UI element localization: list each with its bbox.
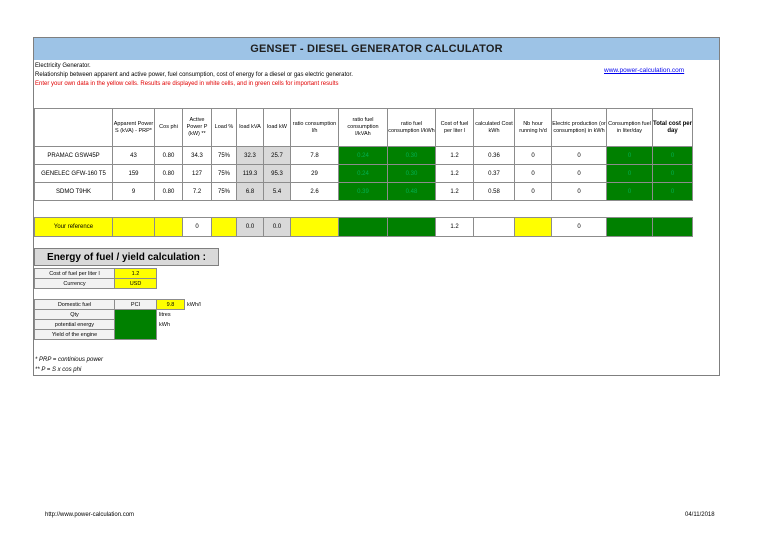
table-cell: 0.24 — [339, 165, 388, 183]
reference-input[interactable] — [291, 218, 339, 237]
table-cell: 0.30 — [388, 147, 436, 165]
table-cell[interactable]: 1.2 — [436, 165, 474, 183]
header-cell: calculated Cost kWh — [474, 109, 515, 147]
table-cell: 0.30 — [388, 165, 436, 183]
header-cell: Electric production (or consumption) in kWh — [552, 109, 607, 147]
table-cell: 0 — [607, 165, 653, 183]
reference-cell — [474, 218, 515, 237]
domestic-fuel-label: Domestic fuel — [35, 300, 115, 310]
table-cell[interactable]: 9 — [113, 183, 155, 201]
potential-energy-label: potential energy — [35, 320, 115, 330]
table-cell: 0 — [653, 165, 693, 183]
footer-url: http://www.power-calculation.com — [45, 512, 135, 518]
table-row — [35, 147, 693, 165]
engine-yield-label: Yield of the engine — [35, 330, 115, 340]
table-cell: 0.37 — [474, 165, 515, 183]
table-cell: 119.3 — [237, 165, 264, 183]
header-cell: Consumption fuel in liter/day — [607, 109, 653, 147]
reference-cell — [653, 218, 693, 237]
header-cell: Cost of fuel per liter l — [436, 109, 474, 147]
table-cell: 0 — [607, 147, 653, 165]
footnote-prp: * PRP = continious power — [35, 357, 103, 363]
reference-cell: 0 — [552, 218, 607, 237]
pci-label: PCI — [115, 300, 157, 310]
header-cell: Cos phi — [155, 109, 183, 147]
table-cell[interactable]: 1.2 — [436, 147, 474, 165]
table-cell[interactable]: 29 — [291, 165, 339, 183]
website-link[interactable]: www.power-calculation.com — [604, 67, 685, 74]
table-cell: 6.8 — [237, 183, 264, 201]
table-cell: 0.36 — [474, 147, 515, 165]
table-cell[interactable]: 7.2 — [183, 183, 212, 201]
qty-label: Qty — [35, 310, 115, 320]
table-cell[interactable]: 34.3 — [183, 147, 212, 165]
table-cell[interactable]: 75% — [212, 183, 237, 201]
table-cell[interactable]: 159 — [113, 165, 155, 183]
reference-row — [35, 218, 693, 237]
fuel-cost-label: Cost of fuel per liter l — [35, 269, 115, 279]
reference-input[interactable] — [113, 218, 155, 237]
generator-name: GENELEC GFW-160 T5 — [35, 165, 113, 183]
table-cell[interactable]: 75% — [212, 165, 237, 183]
table-cell: 5.4 — [264, 183, 291, 201]
qty-unit: litres — [159, 311, 171, 318]
table-cell[interactable]: 0.80 — [155, 183, 183, 201]
table-cell: 0 — [552, 183, 607, 201]
table-cell[interactable]: 0 — [515, 183, 552, 201]
table-cell: 0.24 — [339, 147, 388, 165]
header-cell: ratio consumption l/h — [291, 109, 339, 147]
pci-input[interactable]: 9.8 — [157, 300, 185, 310]
currency-input[interactable]: USD — [115, 279, 157, 289]
generator-name: SDMO T9HK — [35, 183, 113, 201]
table-cell: 0 — [653, 147, 693, 165]
table-header-row — [35, 109, 693, 147]
header-cell: ratio fuel consumption l/kWh — [388, 109, 436, 147]
table-cell[interactable]: 0 — [515, 147, 552, 165]
header-cell: Total cost per day — [653, 109, 693, 147]
table-cell[interactable]: 0.80 — [155, 147, 183, 165]
table-cell: 0 — [607, 183, 653, 201]
pci-unit: kWh/l — [187, 301, 201, 308]
table-cell: 32.3 — [237, 147, 264, 165]
table-cell: 25.7 — [264, 147, 291, 165]
header-cell: Nb hour running h/d — [515, 109, 552, 147]
footnote-power: ** P = S x cos phi — [35, 367, 82, 373]
table-cell[interactable]: 7.8 — [291, 147, 339, 165]
table-cell[interactable]: 0.80 — [155, 165, 183, 183]
header-cell — [35, 109, 113, 147]
generator-name: PRAMAC GSW45P — [35, 147, 113, 165]
table-cell[interactable]: 75% — [212, 147, 237, 165]
table-cell: 0.48 — [388, 183, 436, 201]
reference-cell — [607, 218, 653, 237]
header-cell: ratio fuel consumption l/kVAh — [339, 109, 388, 147]
header-cell: Active Power P (kW) ** — [183, 109, 212, 147]
reference-cell: 0.0 — [264, 218, 291, 237]
footer-date: 04/11/2018 — [685, 512, 715, 518]
spacer-row — [35, 201, 693, 218]
reference-cell — [339, 218, 388, 237]
fuel-cost-input[interactable]: 1.2 — [115, 269, 157, 279]
table-cell: 0 — [552, 165, 607, 183]
reference-cell: 0 — [183, 218, 212, 237]
energy-table — [34, 268, 220, 340]
yield-result-cell — [115, 310, 157, 340]
table-cell[interactable]: 2.6 — [291, 183, 339, 201]
table-cell: 0.39 — [339, 183, 388, 201]
currency-label: Currency — [35, 279, 115, 289]
table-cell: 0 — [552, 147, 607, 165]
table-cell[interactable]: 43 — [113, 147, 155, 165]
instructions-line: Enter your own data in the yellow cells. Results are displayed in white cells, and in green cells for important results — [35, 81, 339, 87]
table-row — [35, 165, 693, 183]
potential-energy-unit: kWh — [159, 321, 170, 328]
reference-cell: 1.2 — [436, 218, 474, 237]
generator-table — [34, 108, 693, 237]
reference-input[interactable] — [212, 218, 237, 237]
reference-cell: 0.0 — [237, 218, 264, 237]
table-row — [35, 183, 693, 201]
header-cell: Load % — [212, 109, 237, 147]
description-line-1: Electricity Generator. — [35, 63, 91, 69]
reference-input[interactable] — [515, 218, 552, 237]
table-cell: 0 — [653, 183, 693, 201]
table-cell: 0.58 — [474, 183, 515, 201]
reference-label[interactable]: Your reference — [35, 218, 113, 237]
energy-section-title: Energy of fuel / yield calculation : — [34, 248, 219, 266]
table-cell[interactable]: 1.2 — [436, 183, 474, 201]
header-cell: load kW — [264, 109, 291, 147]
header-cell: Apparent Power S (kVA) - PRP* — [113, 109, 155, 147]
page-title: GENSET - DIESEL GENERATOR CALCULATOR — [34, 38, 719, 60]
description-line-2: Relationship between apparent and active power, fuel consumption, cost of energy for a diesel or gas electric generator. — [35, 72, 353, 78]
table-cell: 95.3 — [264, 165, 291, 183]
reference-cell — [388, 218, 436, 237]
header-cell: load kVA — [237, 109, 264, 147]
table-cell[interactable]: 127 — [183, 165, 212, 183]
table-cell[interactable]: 0 — [515, 165, 552, 183]
reference-input[interactable] — [155, 218, 183, 237]
